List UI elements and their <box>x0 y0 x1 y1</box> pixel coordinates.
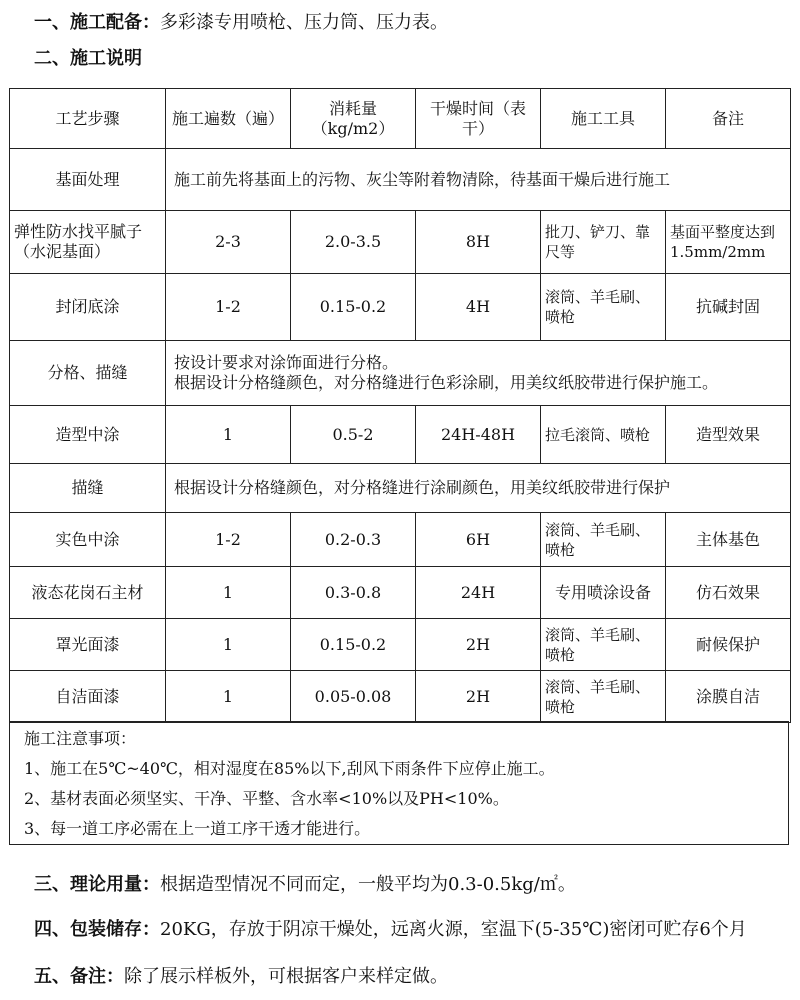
cell-step: 造型中涂 <box>10 406 166 464</box>
description-line: 按设计要求对涂饰面进行分格。 <box>174 353 399 372</box>
cell-tools: 拉毛滚筒、喷枪 <box>541 406 666 464</box>
header-cell: 工艺步骤 <box>10 89 166 149</box>
cell-dry: 2H <box>416 619 541 671</box>
cell-coats: 1 <box>166 406 291 464</box>
note-item: 2、基材表面必须坚实、干净、平整、含水率<10%以及PH<10%。 <box>24 789 509 808</box>
cell-usage: 0.15-0.2 <box>291 619 416 671</box>
table-row <box>10 149 791 211</box>
cell-tools: 滚筒、羊毛刷、喷枪 <box>541 513 666 567</box>
cell-tools: 滚筒、羊毛刷、喷枪 <box>541 671 666 723</box>
cell-tools: 专用喷涂设备 <box>541 567 666 619</box>
cell-dry: 2H <box>416 671 541 723</box>
construction-notes <box>9 721 789 845</box>
cell-coats: 1-2 <box>166 513 291 567</box>
cell-description <box>166 464 791 513</box>
header-cell: 施工遍数（遍） <box>166 89 291 149</box>
cell-usage: 0.05-0.08 <box>291 671 416 723</box>
header-cell: 备注 <box>666 89 791 149</box>
cell-step: 弹性防水找平腻子（水泥基面） <box>10 211 166 274</box>
table-row <box>10 671 791 723</box>
section-equipment: 一、施工配备：多彩漆专用喷枪、压力筒、压力表。 <box>34 12 448 33</box>
cell-coats: 1 <box>166 619 291 671</box>
section-storage: 四、包装储存：20KG，存放于阴凉干燥处，远离火源，室温下(5-35℃)密闭可贮存6个月 <box>34 919 747 940</box>
notes-title: 施工注意事项： <box>24 729 137 748</box>
description-line: 根据设计分格缝颜色，对分格缝进行涂刷颜色，用美纹纸胶带进行保护 <box>174 478 671 497</box>
cell-tools: 滚筒、羊毛刷、喷枪 <box>541 619 666 671</box>
cell-note: 涂膜自洁 <box>666 671 791 723</box>
cell-dry: 6H <box>416 513 541 567</box>
header-cell: 消耗量（kg/m2） <box>291 89 416 149</box>
cell-usage: 2.0-3.5 <box>291 211 416 274</box>
cell-step: 描缝 <box>10 464 166 513</box>
cell-dry: 24H <box>416 567 541 619</box>
table-row <box>10 567 791 619</box>
cell-note: 造型效果 <box>666 406 791 464</box>
header-cell: 施工工具 <box>541 89 666 149</box>
cell-tools: 批刀、铲刀、靠尺等 <box>541 211 666 274</box>
cell-step: 实色中涂 <box>10 513 166 567</box>
cell-note: 基面平整度达到1.5mm/2mm <box>666 211 791 274</box>
section-remarks: 五、备注：除了展示样板外，可根据客户来样定做。 <box>34 966 448 987</box>
section-usage: 三、理论用量：根据造型情况不同而定，一般平均为0.3-0.5kg/㎡。 <box>34 874 576 895</box>
cell-step: 罩光面漆 <box>10 619 166 671</box>
cell-step: 自洁面漆 <box>10 671 166 723</box>
cell-coats: 1-2 <box>166 274 291 341</box>
table-row <box>10 274 791 341</box>
cell-note: 抗碱封固 <box>666 274 791 341</box>
cell-tools: 滚筒、羊毛刷、喷枪 <box>541 274 666 341</box>
cell-step: 基面处理 <box>10 149 166 211</box>
cell-note: 耐候保护 <box>666 619 791 671</box>
cell-usage: 0.15-0.2 <box>291 274 416 341</box>
section-instructions: 二、施工说明 <box>34 48 142 69</box>
cell-step: 封闭底涂 <box>10 274 166 341</box>
table-row <box>10 464 791 513</box>
construction-table <box>9 88 791 723</box>
cell-dry: 8H <box>416 211 541 274</box>
cell-coats: 2-3 <box>166 211 291 274</box>
header-cell: 干燥时间（表干） <box>416 89 541 149</box>
table-row <box>10 406 791 464</box>
cell-coats: 1 <box>166 567 291 619</box>
cell-usage: 0.5-2 <box>291 406 416 464</box>
description-line: 施工前先将基面上的污物、灰尘等附着物清除，待基面干燥后进行施工 <box>174 169 671 189</box>
cell-usage: 0.2-0.3 <box>291 513 416 567</box>
note-item: 1、施工在5℃~40℃，相对湿度在85%以下,刮风下雨条件下应停止施工。 <box>24 759 555 778</box>
table-row <box>10 341 791 406</box>
cell-usage: 0.3-0.8 <box>291 567 416 619</box>
cell-step: 分格、描缝 <box>10 341 166 406</box>
cell-note: 主体基色 <box>666 513 791 567</box>
table-header <box>10 89 791 149</box>
description-line: 根据设计分格缝颜色，对分格缝进行色彩涂刷，用美纹纸胶带进行保护施工。 <box>174 373 719 392</box>
cell-description <box>166 149 791 211</box>
cell-coats: 1 <box>166 671 291 723</box>
cell-step: 液态花岗石主材 <box>10 567 166 619</box>
cell-dry: 4H <box>416 274 541 341</box>
note-item: 3、每一道工序必需在上一道工序干透才能进行。 <box>24 819 371 838</box>
cell-dry: 24H-48H <box>416 406 541 464</box>
table-row <box>10 619 791 671</box>
table-row <box>10 513 791 567</box>
table-row <box>10 211 791 274</box>
cell-description <box>166 341 791 406</box>
cell-note: 仿石效果 <box>666 567 791 619</box>
